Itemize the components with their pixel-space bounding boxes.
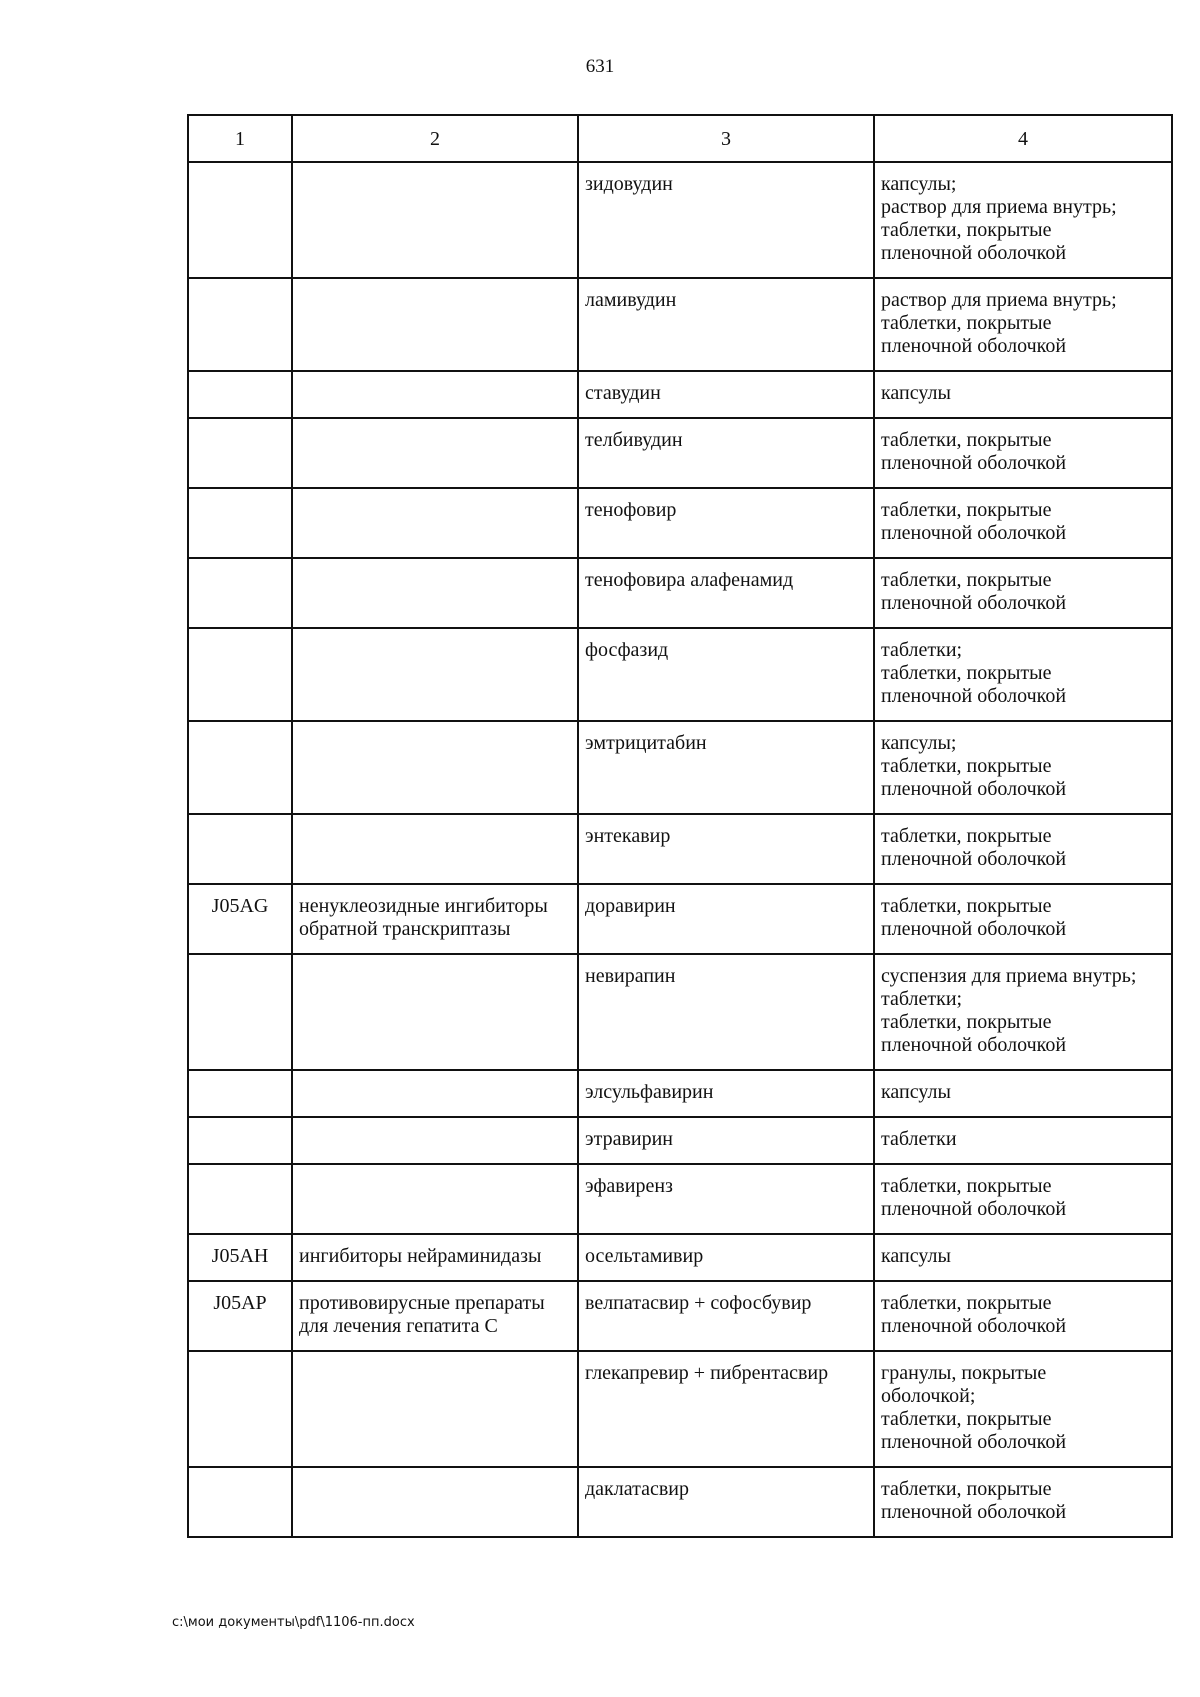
cell-atc-code [188,1117,292,1164]
dosage-form-line: таблетки, покрытые [881,1175,1052,1197]
dosage-form-line: капсулы; [881,732,957,754]
dosage-form-line: таблетки, покрытые [881,662,1052,684]
dosage-form-line: таблетки, покрытые [881,312,1052,334]
cell-pharm-group [292,1117,578,1164]
column-header-forms: 4 [874,115,1172,162]
dosage-form-line: таблетки, покрытые [881,219,1052,241]
dosage-form-line: таблетки, покрытые [881,895,1052,917]
cell-pharm-group [292,162,578,278]
footer-file-path: c:\мои документы\pdf\1106-пп.docx [172,1615,415,1630]
cell-drug-name: эфавиренз [578,1164,874,1234]
dosage-form-line: таблетки, покрытые [881,1011,1052,1033]
table-row [188,814,1172,884]
dosage-form-line: таблетки, покрытые [881,499,1052,521]
table-row [188,1117,1172,1164]
table-header-row [188,115,1172,162]
cell-dosage-forms [874,1467,1172,1537]
cell-atc-code: J05AP [188,1281,292,1351]
cell-dosage-forms [874,371,1172,418]
dosage-form-line: пленочной оболочкой [881,918,1067,940]
dosage-form-line: таблетки; [881,639,963,661]
dosage-form-line: пленочной оболочкой [881,242,1067,264]
cell-drug-name: зидовудин [578,162,874,278]
cell-pharm-group: ингибиторы нейраминидазы [292,1234,578,1281]
cell-drug-name: велпатасвир + софосбувир [578,1281,874,1351]
cell-drug-name: телбивудин [578,418,874,488]
dosage-form-line: таблетки, покрытые [881,825,1052,847]
cell-atc-code [188,814,292,884]
column-header-group: 2 [292,115,578,162]
dosage-form-line: пленочной оболочкой [881,452,1067,474]
cell-dosage-forms [874,162,1172,278]
table-row [188,162,1172,278]
table-row [188,371,1172,418]
dosage-form-line: таблетки, покрытые [881,1292,1052,1314]
cell-drug-name: глекапревир + пибрентасвир [578,1351,874,1467]
cell-pharm-group [292,371,578,418]
cell-pharm-group [292,558,578,628]
dosage-form-line: таблетки, покрытые [881,429,1052,451]
cell-dosage-forms [874,721,1172,814]
cell-dosage-forms [874,558,1172,628]
dosage-form-line: капсулы; [881,173,957,195]
cell-pharm-group [292,1351,578,1467]
dosage-form-line: капсулы [881,1081,951,1103]
table-row [188,1164,1172,1234]
table-row [188,1467,1172,1537]
cell-dosage-forms [874,628,1172,721]
cell-atc-code: J05AG [188,884,292,954]
cell-pharm-group [292,488,578,558]
cell-pharm-group [292,721,578,814]
cell-drug-name: элсульфавирин [578,1070,874,1117]
cell-pharm-group [292,814,578,884]
dosage-form-line: таблетки, покрытые [881,569,1052,591]
cell-dosage-forms [874,1164,1172,1234]
cell-dosage-forms [874,884,1172,954]
table-row [188,954,1172,1070]
cell-drug-name: ставудин [578,371,874,418]
dosage-form-line: пленочной оболочкой [881,685,1067,707]
cell-pharm-group [292,954,578,1070]
cell-atc-code [188,1351,292,1467]
dosage-form-line: таблетки, покрытые [881,1408,1052,1430]
cell-atc-code [188,954,292,1070]
table-row [188,488,1172,558]
cell-drug-name: энтекавир [578,814,874,884]
cell-dosage-forms [874,488,1172,558]
dosage-form-line: пленочной оболочкой [881,1315,1067,1337]
cell-dosage-forms [874,1351,1172,1467]
dosage-form-line: пленочной оболочкой [881,848,1067,870]
cell-pharm-group: ненуклеозидные ингибиторы обратной транскриптазы [292,884,578,954]
cell-atc-code [188,162,292,278]
dosage-form-line: пленочной оболочкой [881,522,1067,544]
dosage-form-line: пленочной оболочкой [881,335,1067,357]
cell-dosage-forms [874,278,1172,371]
cell-atc-code [188,1070,292,1117]
dosage-form-line: таблетки, покрытые [881,755,1052,777]
dosage-form-line: пленочной оболочкой [881,592,1067,614]
cell-drug-name: фосфазид [578,628,874,721]
cell-dosage-forms [874,1234,1172,1281]
dosage-form-line: раствор для приема внутрь; [881,289,1117,311]
cell-drug-name: эмтрицитабин [578,721,874,814]
cell-drug-name: осельтамивир [578,1234,874,1281]
cell-pharm-group [292,418,578,488]
table-row [188,1351,1172,1467]
dosage-form-line: пленочной оболочкой [881,1034,1067,1056]
cell-atc-code [188,721,292,814]
cell-atc-code [188,628,292,721]
cell-pharm-group [292,628,578,721]
cell-pharm-group [292,1467,578,1537]
cell-atc-code: J05AH [188,1234,292,1281]
table-row [188,278,1172,371]
cell-drug-name: тенофовира алафенамид [578,558,874,628]
cell-dosage-forms [874,1117,1172,1164]
cell-drug-name: невирапин [578,954,874,1070]
dosage-form-line: таблетки, покрытые [881,1478,1052,1500]
cell-drug-name: тенофовир [578,488,874,558]
cell-dosage-forms [874,418,1172,488]
cell-atc-code [188,558,292,628]
drug-table [187,114,1173,1538]
cell-dosage-forms [874,954,1172,1070]
table-body [188,162,1172,1537]
cell-pharm-group: противовирусные препараты для лечения гепатита C [292,1281,578,1351]
page-number: 631 [585,56,615,77]
dosage-form-line: оболочкой; [881,1385,976,1407]
cell-atc-code [188,1467,292,1537]
dosage-form-line: пленочной оболочкой [881,1198,1067,1220]
cell-atc-code [188,488,292,558]
table-row [188,1281,1172,1351]
cell-drug-name: ламивудин [578,278,874,371]
column-header-drug: 3 [578,115,874,162]
cell-atc-code [188,371,292,418]
table-row [188,418,1172,488]
column-header-code: 1 [188,115,292,162]
table-row [188,558,1172,628]
cell-atc-code [188,278,292,371]
dosage-form-line: пленочной оболочкой [881,778,1067,800]
table-row [188,1234,1172,1281]
dosage-form-line: пленочной оболочкой [881,1501,1067,1523]
dosage-form-line: раствор для приема внутрь; [881,196,1117,218]
cell-drug-name: доравирин [578,884,874,954]
dosage-form-line: таблетки; [881,988,963,1010]
cell-dosage-forms [874,1281,1172,1351]
cell-pharm-group [292,1070,578,1117]
cell-pharm-group [292,1164,578,1234]
table-row [188,721,1172,814]
dosage-form-line: капсулы [881,382,951,404]
dosage-form-line: гранулы, покрытые [881,1362,1047,1384]
table-row [188,884,1172,954]
cell-drug-name: даклатасвир [578,1467,874,1537]
cell-atc-code [188,1164,292,1234]
cell-dosage-forms [874,814,1172,884]
cell-atc-code [188,418,292,488]
dosage-form-line: капсулы [881,1245,951,1267]
dosage-form-line: пленочной оболочкой [881,1431,1067,1453]
dosage-form-line: суспензия для приема внутрь; [881,965,1137,987]
table-row [188,1070,1172,1117]
dosage-form-line: таблетки [881,1128,957,1150]
cell-pharm-group [292,278,578,371]
cell-drug-name: этравирин [578,1117,874,1164]
table-row [188,628,1172,721]
cell-dosage-forms [874,1070,1172,1117]
